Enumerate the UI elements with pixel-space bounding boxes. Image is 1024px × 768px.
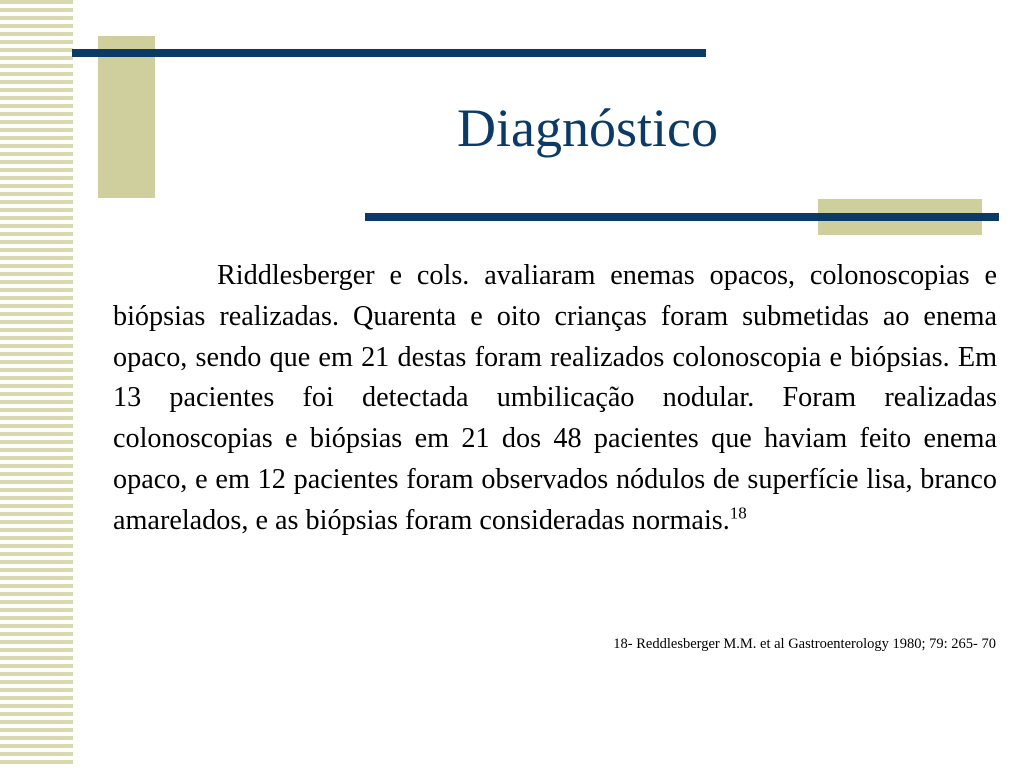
title-rule-bottom — [365, 213, 999, 221]
slide-body — [113, 256, 997, 542]
decorative-tan-block-left — [98, 36, 155, 198]
citation-marker: 18 — [729, 503, 747, 523]
title-rule-top — [72, 49, 706, 57]
slide-body-text: Riddlesberger e cols. avaliaram enemas opacos, colonoscopias e biópsias realizadas. Quarenta e oito crianças foram submetidas ao enema opaco, sendo que em 21 destas foram realizados colonoscopia e biópsias. Em 13 pacientes foi detectada umbilicação nodular. Foram realizadas colonoscopias e biópsias em 21 dos 48 pacientes que haviam feito enema opaco, e em 12 pacientes foram observados nódulos de superfície lisa, branco amarelados, e as biópsias foram consideradas normais. — [113, 260, 997, 536]
slide-title: Diagnóstico — [457, 98, 718, 158]
reference-footnote: 18- Reddlesberger M.M. et al Gastroenterology 1980; 79: 265- 70 — [613, 636, 996, 652]
decorative-stripe-band — [0, 0, 73, 768]
